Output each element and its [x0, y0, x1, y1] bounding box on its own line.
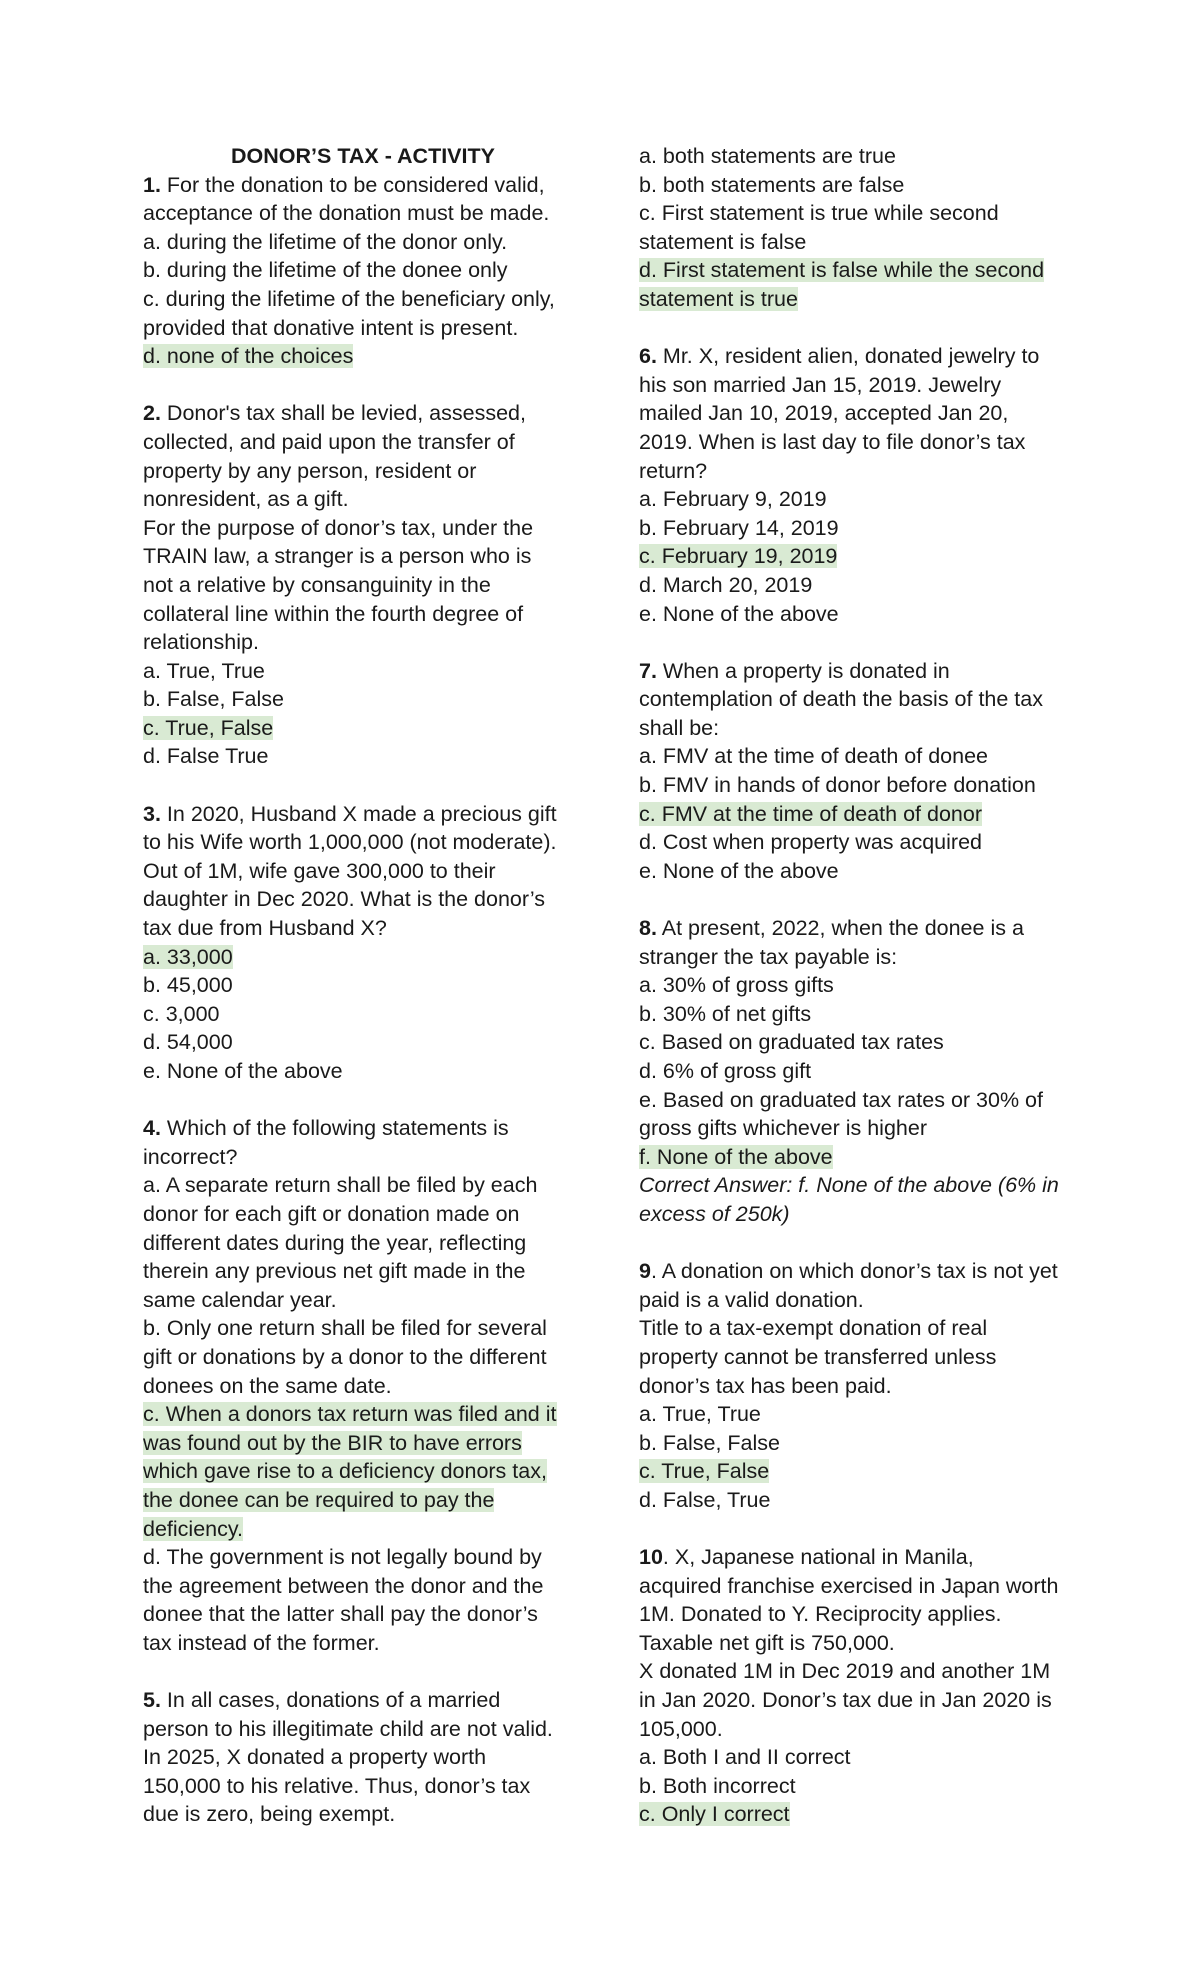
- right-column: [639, 142, 1079, 1829]
- line-text: d. 54,000: [143, 1030, 233, 1055]
- paragraph-gap: [639, 885, 1079, 914]
- text-line: [143, 885, 583, 914]
- line-text: c. Based on graduated tax rates: [639, 1030, 944, 1055]
- line-text: incorrect?: [143, 1144, 238, 1169]
- highlighted-answer-line: [143, 1429, 583, 1458]
- text-line: [143, 685, 583, 714]
- line-text: collected, and paid upon the transfer of: [143, 429, 515, 454]
- line-text: 105,000.: [639, 1716, 723, 1741]
- text-line: [639, 1343, 1079, 1372]
- text-line: [639, 943, 1079, 972]
- line-text: d. 6% of gross gift: [639, 1059, 812, 1083]
- line-text: tax instead of the former.: [143, 1630, 380, 1655]
- text-line: [639, 1372, 1079, 1401]
- text-line: [639, 600, 1079, 629]
- line-text: d. False, True: [639, 1487, 771, 1512]
- text-line: [639, 1057, 1079, 1086]
- answer-highlight: f. None of the above: [639, 1144, 833, 1169]
- line-text: b. February 14, 2019: [639, 515, 839, 540]
- line-text: b. Both incorrect: [639, 1773, 796, 1798]
- line-text: d. The government is not legally bound by: [143, 1545, 542, 1570]
- line-text: in Jan 2020. Donor’s tax due in Jan 2020 is: [639, 1688, 1052, 1713]
- line-text: Donor's tax shall be levied, assessed,: [166, 401, 526, 426]
- line-text: donees on the same date.: [143, 1373, 392, 1398]
- line-text: b. False, False: [639, 1430, 780, 1455]
- line-text: daughter in Dec 2020. What is the donor’s: [143, 887, 545, 912]
- text-line: [143, 1028, 583, 1057]
- question-number: 10: [639, 1545, 663, 1570]
- line-text: property cannot be transferred unless: [639, 1344, 997, 1369]
- line-text: Which of the following statements is: [166, 1116, 509, 1141]
- answer-highlight: which gave rise to a deficiency donors tax,: [143, 1459, 547, 1484]
- line-text: donor for each gift or donation made on: [143, 1201, 520, 1226]
- line-text: shall be:: [639, 715, 720, 740]
- left-column: [143, 142, 583, 1829]
- text-line: [143, 514, 583, 543]
- line-text: d. Cost when property was acquired: [639, 830, 982, 855]
- question-number: 9: [639, 1259, 651, 1284]
- line-text: therein any previous net gift made in the: [143, 1259, 526, 1284]
- highlighted-answer-line: [143, 943, 583, 972]
- line-text: e. None of the above: [639, 858, 839, 883]
- answer-highlight: the donee can be required to pay the: [143, 1487, 495, 1512]
- text-line: [639, 428, 1079, 457]
- line-text: b. 30% of net gifts: [639, 1001, 812, 1026]
- paragraph-gap: [639, 1229, 1079, 1258]
- text-line: [639, 1486, 1079, 1515]
- text-line: [143, 828, 583, 857]
- question-number: 1.: [143, 172, 161, 197]
- highlighted-answer-line: [143, 1400, 583, 1429]
- text-line: [639, 514, 1079, 543]
- line-text: property by any person, resident or: [143, 458, 477, 483]
- text-line: [143, 1171, 583, 1200]
- line-text: relationship.: [143, 630, 259, 655]
- text-line: [639, 857, 1079, 886]
- line-text: At present, 2022, when the donee is a: [661, 916, 1024, 941]
- highlighted-answer-line: [143, 1457, 583, 1486]
- text-line: [639, 685, 1079, 714]
- highlighted-answer-line: [639, 256, 1079, 285]
- line-text: different dates during the year, reflecting: [143, 1230, 527, 1255]
- line-text: a. during the lifetime of the donor only.: [143, 229, 508, 254]
- line-text: b. 45,000: [143, 973, 233, 998]
- line-text: statement is false: [639, 229, 807, 254]
- line-text: collateral line within the fourth degree of: [143, 601, 524, 626]
- line-text: the agreement between the donor and the: [143, 1573, 544, 1598]
- line-text: Out of 1M, wife gave 300,000 to their: [143, 858, 496, 883]
- line-text: 2019. When is last day to file donor’s tax: [639, 429, 1026, 454]
- text-line: [639, 1657, 1079, 1686]
- text-line: [639, 399, 1079, 428]
- question-number: 8.: [639, 916, 657, 941]
- text-line: [143, 542, 583, 571]
- answer-highlight: c. Only I correct: [639, 1802, 790, 1827]
- question-number: 4.: [143, 1116, 161, 1141]
- text-line: [143, 199, 583, 228]
- answer-highlight: deficiency.: [143, 1516, 243, 1541]
- line-text: X donated 1M in Dec 2019 and another 1M: [639, 1659, 1051, 1684]
- question-line: [639, 657, 1079, 686]
- line-text: c. First statement is true while second: [639, 201, 999, 226]
- line-text: donor’s tax has been paid.: [639, 1373, 892, 1398]
- text-line: [639, 171, 1079, 200]
- answer-highlight: a. 33,000: [143, 944, 233, 969]
- line-text: . A donation on which donor’s tax is not yet: [650, 1259, 1058, 1284]
- question-line: [639, 1543, 1079, 1572]
- line-text: When a property is donated in: [662, 658, 950, 683]
- answer-highlight: c. True, False: [143, 715, 274, 740]
- question-line: [639, 1257, 1079, 1286]
- text-line: [639, 571, 1079, 600]
- highlighted-answer-line: [639, 285, 1079, 314]
- paragraph-gap: [143, 371, 583, 400]
- line-text: a. February 9, 2019: [639, 487, 827, 512]
- text-line: [639, 457, 1079, 486]
- question-line: [639, 342, 1079, 371]
- answer-highlight: c. February 19, 2019: [639, 544, 838, 569]
- line-text: a. Both I and II correct: [639, 1745, 851, 1770]
- text-line: [639, 828, 1079, 857]
- question-line: [143, 800, 583, 829]
- page-title: DONOR’S TAX - ACTIVITY: [231, 144, 495, 168]
- text-line: [143, 857, 583, 886]
- paragraph-gap: [639, 628, 1079, 657]
- line-text: Correct Answer: f. None of the above (6% in: [639, 1173, 1059, 1198]
- line-text: nonresident, as a gift.: [143, 487, 349, 512]
- text-line: [639, 714, 1079, 743]
- highlighted-answer-line: [639, 1143, 1079, 1172]
- line-text: b. both statements are false: [639, 172, 905, 197]
- text-line: [143, 256, 583, 285]
- line-text: tax due from Husband X?: [143, 916, 387, 941]
- text-line: [143, 1715, 583, 1744]
- text-line: [143, 314, 583, 343]
- text-line: [143, 228, 583, 257]
- text-line: [639, 771, 1079, 800]
- text-line: [143, 571, 583, 600]
- line-text: b. False, False: [143, 687, 284, 712]
- paragraph-gap: [639, 314, 1079, 343]
- text-line: [143, 600, 583, 629]
- text-line: [639, 1028, 1079, 1057]
- text-line: [143, 1314, 583, 1343]
- line-text: d. False True: [143, 744, 269, 769]
- line-text: acquired franchise exercised in Japan worth: [639, 1573, 1059, 1598]
- line-text: e. None of the above: [639, 601, 839, 626]
- text-line: [143, 1600, 583, 1629]
- text-line: [143, 1057, 583, 1086]
- line-text: a. 30% of gross gifts: [639, 973, 834, 998]
- text-line: [143, 1543, 583, 1572]
- line-text: c. during the lifetime of the beneficiary only,: [143, 286, 555, 311]
- answer-highlight: c. FMV at the time of death of donor: [639, 801, 982, 826]
- text-line: [639, 1715, 1079, 1744]
- text-line: [143, 628, 583, 657]
- line-text: In 2025, X donated a property worth: [143, 1745, 487, 1770]
- text-line: [639, 485, 1079, 514]
- text-line: [639, 1000, 1079, 1029]
- line-text: contemplation of death the basis of the tax: [639, 687, 1043, 712]
- line-text: b. FMV in hands of donor before donation: [639, 773, 1036, 798]
- line-text: donee that the latter shall pay the donor’s: [143, 1602, 538, 1627]
- line-text: Mr. X, resident alien, donated jewelry to: [662, 344, 1040, 369]
- line-text: provided that donative intent is present.: [143, 315, 519, 340]
- text-line: [143, 457, 583, 486]
- question-line: [143, 1114, 583, 1143]
- question-line: [143, 1686, 583, 1715]
- highlighted-answer-line: [143, 714, 583, 743]
- question-number: 2.: [143, 401, 161, 426]
- text-line: [143, 742, 583, 771]
- answer-highlight: c. True, False: [639, 1459, 770, 1484]
- text-line: [143, 1800, 583, 1829]
- line-text: d. March 20, 2019: [639, 572, 813, 597]
- line-text: Title to a tax-exempt donation of real: [639, 1316, 988, 1341]
- line-text: gift or donations by a donor to the different: [143, 1344, 547, 1369]
- question-line: [639, 914, 1079, 943]
- text-line: [639, 1600, 1079, 1629]
- paragraph-gap: [143, 771, 583, 800]
- answer-highlight: d. none of the choices: [143, 344, 354, 369]
- text-line: [639, 1314, 1079, 1343]
- line-text: 150,000 to his relative. Thus, donor’s tax: [143, 1773, 531, 1798]
- line-text: acceptance of the donation must be made.: [143, 201, 550, 226]
- answer-highlight: c. When a donors tax return was filed and it: [143, 1402, 557, 1427]
- line-text: due is zero, being exempt.: [143, 1802, 396, 1827]
- answer-highlight: statement is true: [639, 286, 798, 311]
- question-line: [143, 399, 583, 428]
- line-text: gross gifts whichever is higher: [639, 1116, 927, 1141]
- text-line: [143, 1257, 583, 1286]
- paragraph-gap: [639, 1515, 1079, 1544]
- text-line: [143, 1572, 583, 1601]
- text-line: [639, 371, 1079, 400]
- text-line: [639, 1114, 1079, 1143]
- text-line: [639, 1629, 1079, 1658]
- text-line: [639, 1686, 1079, 1715]
- line-text: excess of 250k): [639, 1201, 790, 1226]
- text-line: [143, 1372, 583, 1401]
- text-line: [143, 428, 583, 457]
- line-text: paid is a valid donation.: [639, 1287, 864, 1312]
- line-text: his son married Jan 15, 2019. Jewelry: [639, 372, 1002, 397]
- text-line: [639, 228, 1079, 257]
- text-line: [143, 914, 583, 943]
- text-line: [143, 1772, 583, 1801]
- text-line: [143, 657, 583, 686]
- line-text: a. FMV at the time of death of donee: [639, 744, 988, 769]
- highlighted-answer-line: [143, 342, 583, 371]
- line-text: a. True, True: [143, 658, 265, 683]
- text-line: [143, 1229, 583, 1258]
- highlighted-answer-line: [639, 542, 1079, 571]
- line-text: same calendar year.: [143, 1287, 337, 1312]
- line-text: For the donation to be considered valid,: [166, 172, 545, 197]
- text-line: [639, 1429, 1079, 1458]
- highlighted-answer-line: [143, 1486, 583, 1515]
- line-text: In 2020, Husband X made a precious gift: [166, 801, 557, 826]
- text-line: [143, 1143, 583, 1172]
- answer-highlight: d. First statement is false while the second: [639, 258, 1045, 283]
- paragraph-gap: [143, 1657, 583, 1686]
- highlighted-answer-line: [639, 1800, 1079, 1829]
- text-line: [143, 1200, 583, 1229]
- text-line: [143, 485, 583, 514]
- line-text: For the purpose of donor’s tax, under the: [143, 515, 534, 540]
- paragraph-gap: [143, 1086, 583, 1115]
- line-text: b. during the lifetime of the donee only: [143, 258, 508, 283]
- line-text: . X, Japanese national in Manila,: [662, 1545, 974, 1570]
- highlighted-answer-line: [639, 800, 1079, 829]
- text-line: [639, 142, 1079, 171]
- line-text: Taxable net gift is 750,000.: [639, 1630, 895, 1655]
- line-text: a. True, True: [639, 1402, 761, 1427]
- line-text: to his Wife worth 1,000,000 (not moderate).: [143, 830, 557, 855]
- text-line: [639, 1171, 1079, 1200]
- highlighted-answer-line: [143, 1515, 583, 1544]
- line-text: TRAIN law, a stranger is a person who is: [143, 544, 532, 569]
- line-text: person to his illegitimate child are not valid.: [143, 1716, 553, 1741]
- line-text: not a relative by consanguinity in the: [143, 572, 491, 597]
- text-line: [639, 971, 1079, 1000]
- question-number: 6.: [639, 344, 657, 369]
- question-number: 5.: [143, 1688, 161, 1713]
- question-line: [143, 171, 583, 200]
- question-number: 3.: [143, 801, 161, 826]
- answer-highlight: was found out by the BIR to have errors: [143, 1430, 522, 1455]
- highlighted-answer-line: [639, 1457, 1079, 1486]
- text-line: [639, 199, 1079, 228]
- text-line: [143, 1286, 583, 1315]
- text-line: [639, 1772, 1079, 1801]
- line-text: a. both statements are true: [639, 144, 896, 168]
- line-text: e. Based on graduated tax rates or 30% of: [639, 1087, 1043, 1112]
- line-text: return?: [639, 458, 708, 483]
- line-text: mailed Jan 10, 2019, accepted Jan 20,: [639, 401, 1009, 426]
- line-text: 1M. Donated to Y. Reciprocity applies.: [639, 1602, 1002, 1627]
- text-line: [143, 1629, 583, 1658]
- text-line: [143, 1000, 583, 1029]
- line-text: In all cases, donations of a married: [166, 1688, 501, 1713]
- text-line: [143, 1343, 583, 1372]
- text-line: [639, 1743, 1079, 1772]
- text-line: [639, 1086, 1079, 1115]
- line-text: stranger the tax payable is:: [639, 944, 898, 969]
- text-line: [639, 742, 1079, 771]
- text-line: [639, 1572, 1079, 1601]
- text-line: [143, 1743, 583, 1772]
- text-line: [639, 1200, 1079, 1229]
- text-line: [143, 285, 583, 314]
- line-text: c. 3,000: [143, 1001, 220, 1026]
- text-line: [639, 1400, 1079, 1429]
- question-number: 7.: [639, 658, 657, 683]
- line-text: b. Only one return shall be filed for several: [143, 1316, 547, 1341]
- text-line: [639, 1286, 1079, 1315]
- line-text: a. A separate return shall be filed by each: [143, 1173, 538, 1198]
- line-text: e. None of the above: [143, 1059, 343, 1083]
- text-line: [143, 971, 583, 1000]
